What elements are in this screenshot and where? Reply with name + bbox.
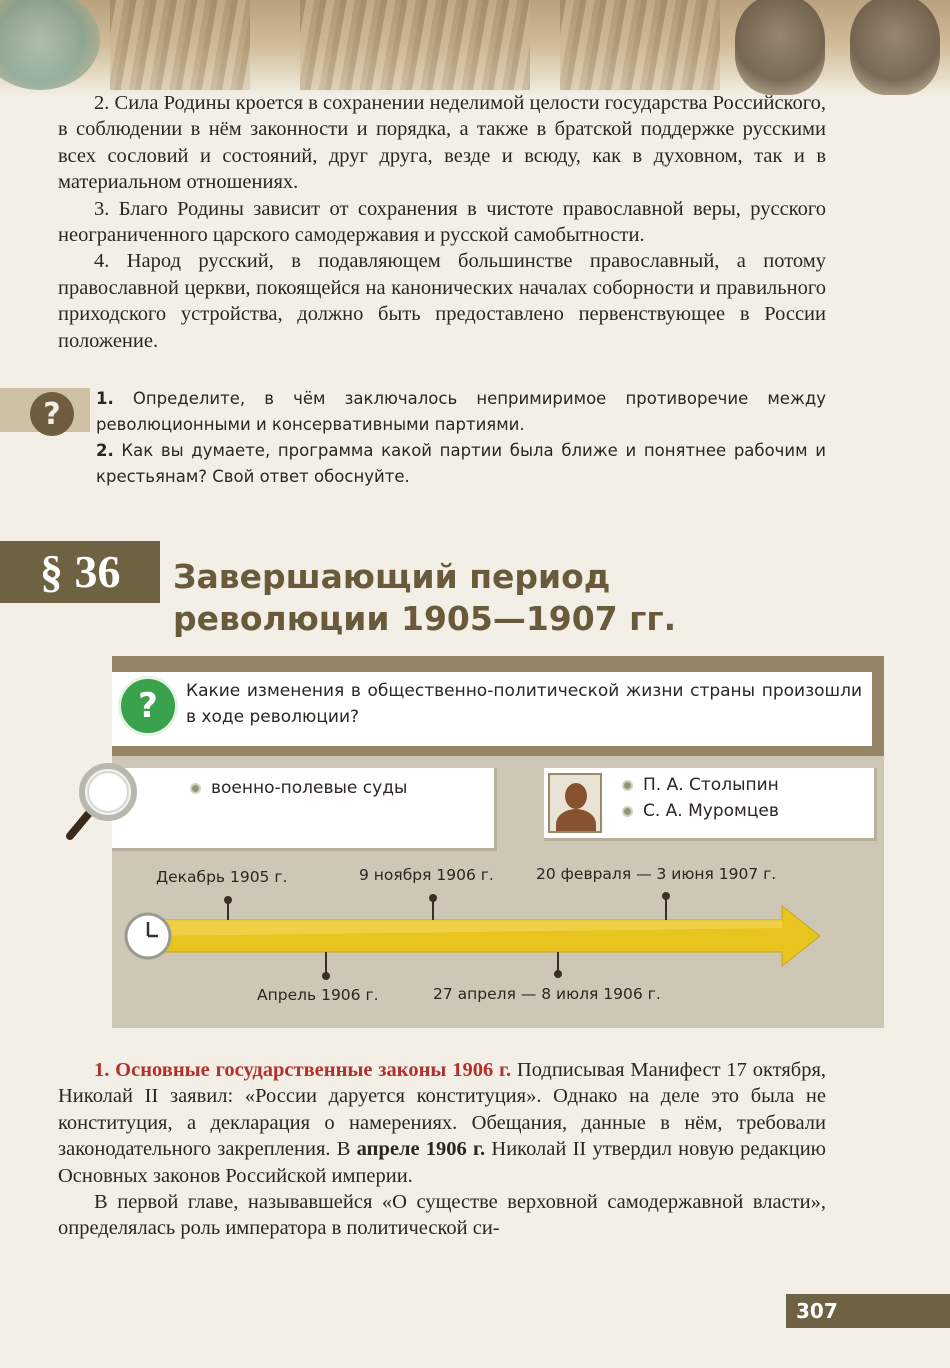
key-question-text: Какие изменения в общественно-политической жизни страны произошли в ходе революции? xyxy=(186,681,862,727)
question-icon: ? xyxy=(30,392,74,436)
person-item xyxy=(622,801,779,821)
timeline-date: Декабрь 1905 г. xyxy=(156,868,288,886)
bullet-dot-icon xyxy=(622,806,633,817)
body-paragraph: 1. Основные государственные законы 1906 г. Подписывая Манифест 17 октября, Николай II заявил: «России даруется конституция». Однако на деле это была не конституция, а декларация о намерениях. Обещания, данные в нём, требовали законодательного закрепления. В апреле 1906 г. Николай II утвердил новую редакцию Основных законов Российской империи. xyxy=(58,1059,826,1187)
banner-texture xyxy=(300,0,530,90)
question-item xyxy=(96,438,826,490)
question-number: 1. xyxy=(96,389,114,408)
header-banner xyxy=(0,0,950,96)
timeline-date: 20 февраля — 3 июня 1907 г. xyxy=(536,865,777,883)
magnifier-icon xyxy=(62,760,142,840)
body-paragraph: В первой главе, называвшейся «О существе верховной самодержавной власти», определялась роль императора в политической си- xyxy=(58,1191,826,1240)
person-item xyxy=(622,775,779,795)
intro-paragraph: 4. Народ русский, в подавляющем большинстве православный, а потому православной церкви, покоящейся на канонических началах соборности и правильного приходского устройства, должно быть предоставлено первенствующее в России положение. xyxy=(58,250,826,352)
question-item xyxy=(96,386,826,438)
portrait-image xyxy=(735,0,825,95)
person-silhouette-icon xyxy=(548,773,602,833)
intro-paragraph: 2. Сила Родины кроется в сохранении неделимой целости государства Российского, в соблюдении в нём законности и порядка, а также в братской поддержке русскими всех сословий и состояний, друг друга, везде и всюду, как в духовном, так и в материальном отношениях. xyxy=(58,92,826,194)
key-question-icon: ? xyxy=(118,676,178,736)
section-number: § 36 xyxy=(40,546,121,597)
banner-texture xyxy=(560,0,720,90)
questions-list xyxy=(96,386,826,490)
timeline-date: Апрель 1906 г. xyxy=(257,986,379,1004)
question-number: 2. xyxy=(96,441,114,460)
term-item xyxy=(190,778,407,798)
intro-paragraph: 3. Благо Родины зависит от сохранения в чистоте православной веры, русского неограниченного царского самодержавия и русской самобытности. xyxy=(58,197,826,247)
timeline-date: 9 ноября 1906 г. xyxy=(359,866,494,884)
body-text xyxy=(58,1057,826,1242)
term-text: военно-полевые суды xyxy=(211,778,408,798)
page-number: 307 xyxy=(796,1299,838,1323)
person-name: П. А. Столыпин xyxy=(643,775,779,795)
bullet-dot-icon xyxy=(190,783,201,794)
banknote-seal-image xyxy=(0,0,100,90)
question-text: Определите, в чём заключалось непримиримое противоречие между революционными и консервативными партиями. xyxy=(96,389,826,434)
bullet-dot-icon xyxy=(622,780,633,791)
portrait-image xyxy=(850,0,940,95)
clock-icon xyxy=(126,914,170,958)
subsection-heading: 1. Основные государственные законы 1906 г. xyxy=(94,1059,512,1081)
person-name: С. А. Муромцев xyxy=(643,801,779,821)
section-title-line: революции 1905—1907 гг. xyxy=(173,599,677,638)
banner-texture xyxy=(110,0,250,90)
section-title-line: Завершающий период xyxy=(173,557,611,596)
timeline-date: 27 апреля — 8 июля 1906 г. xyxy=(433,985,661,1003)
question-text: Как вы думаете, программа какой партии была ближе и понятнее рабочим и крестьянам? Свой ответ обоснуйте. xyxy=(96,441,826,486)
section-title xyxy=(173,556,873,640)
intro-text xyxy=(58,90,826,354)
